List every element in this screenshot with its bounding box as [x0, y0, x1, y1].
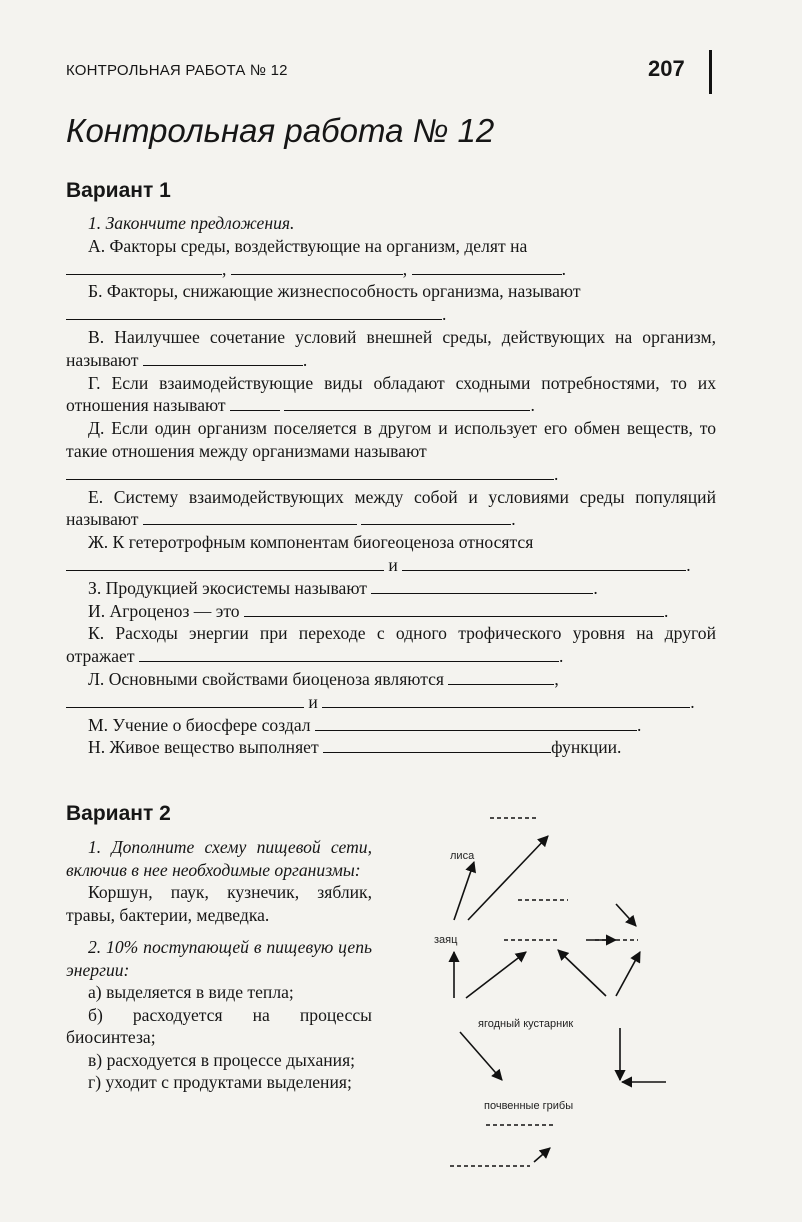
option-b[interactable]: б) расходуется на процессы биосинтеза;	[66, 1004, 372, 1047]
item-v: В. Наилучшее сочетание условий внешней среды, действующих на организм, называют .	[66, 326, 716, 370]
arrow-to-top-slot	[468, 836, 548, 920]
variant2-heading: Вариант 2	[66, 802, 171, 825]
item-zh-blanks[interactable]: и .	[66, 554, 716, 577]
page-title: Контрольная работа № 12	[66, 112, 495, 149]
item-l: Л. Основными свойствами биоценоза являются ,	[88, 668, 559, 689]
option-a[interactable]: а) выделяется в виде тепла;	[88, 982, 294, 1002]
item-d-blank[interactable]: .	[66, 463, 716, 486]
label-berry-bush: ягодный кустарник	[478, 1018, 574, 1030]
variant1-task: 1. Закончите предложения.	[88, 213, 295, 233]
item-zh: Ж. К гетеротрофным компонентам биогеоценоза относятся	[88, 532, 534, 553]
header-rule	[709, 50, 712, 94]
item-i: И. Агроценоз — это .	[88, 600, 669, 621]
item-g: Г. Если взаимодействующие виды обладают сходными потребностями, то их отношения называют .	[66, 372, 716, 416]
food-web-scheme	[420, 800, 720, 1190]
label-soil-fungi: почвенные грибы	[484, 1100, 574, 1112]
arrow-hare-to-fox	[454, 862, 474, 920]
item-b-blank[interactable]: .	[66, 303, 716, 326]
label-hare: заяц	[434, 934, 458, 946]
item-z: З. Продукцией экосистемы называют .	[88, 577, 598, 598]
variant2-task2: 2. 10% поступающей в пищевую цепь энергии:	[66, 937, 372, 980]
variant1-heading: Вариант 1	[66, 179, 171, 202]
variant1-body	[66, 212, 716, 759]
item-k: К. Расходы энергии при переходе с одного трофического уровня на другой отражает .	[66, 623, 716, 667]
arrow-down-right-slot	[616, 904, 636, 926]
option-g[interactable]: г) уходит с продуктами выделения;	[88, 1072, 352, 1092]
option-v[interactable]: в) расходуется в процессе дыхания;	[88, 1049, 356, 1070]
item-b: Б. Факторы, снижающие жизнеспособность организма, называют	[88, 281, 581, 302]
item-n: Н. Живое вещество выполняет функции.	[88, 737, 622, 758]
item-m: М. Учение о биосфере создал .	[88, 714, 642, 735]
variant2-task1: 1. Дополните схему пищевой сети, включив в нее необходимые организмы:	[66, 837, 372, 880]
running-title: КОНТРОЛЬНАЯ РАБОТА № 12	[66, 62, 288, 79]
arrow-bush-to-slot2	[558, 950, 606, 996]
page-number: 207	[648, 56, 685, 81]
item-l-blanks[interactable]: и .	[66, 691, 716, 714]
item-d: Д. Если один организм поселяется в другом и использует его обмен веществ, то такие отношения между организмами называют	[66, 418, 716, 461]
organism-list: Коршун, паук, кузнечик, зяблик, травы, бактерии, медведка.	[66, 882, 372, 925]
variant2-text	[66, 836, 372, 1094]
arrow-bush-to-fungi	[460, 1032, 502, 1080]
item-v-blank[interactable]	[143, 349, 303, 366]
arrow-bottom-slot	[534, 1148, 550, 1162]
item-e: Е. Систему взаимодействующих между собой и условиями среды популяций называют .	[66, 486, 716, 530]
item-a: А. Факторы среды, воздействующие на организм, делят на	[88, 235, 528, 256]
label-fox: лиса	[450, 850, 475, 862]
arrow-bush-to-center	[466, 952, 526, 998]
arrow-bush-to-rightslot	[616, 952, 640, 996]
item-a-blanks[interactable]: , , .	[66, 258, 716, 281]
